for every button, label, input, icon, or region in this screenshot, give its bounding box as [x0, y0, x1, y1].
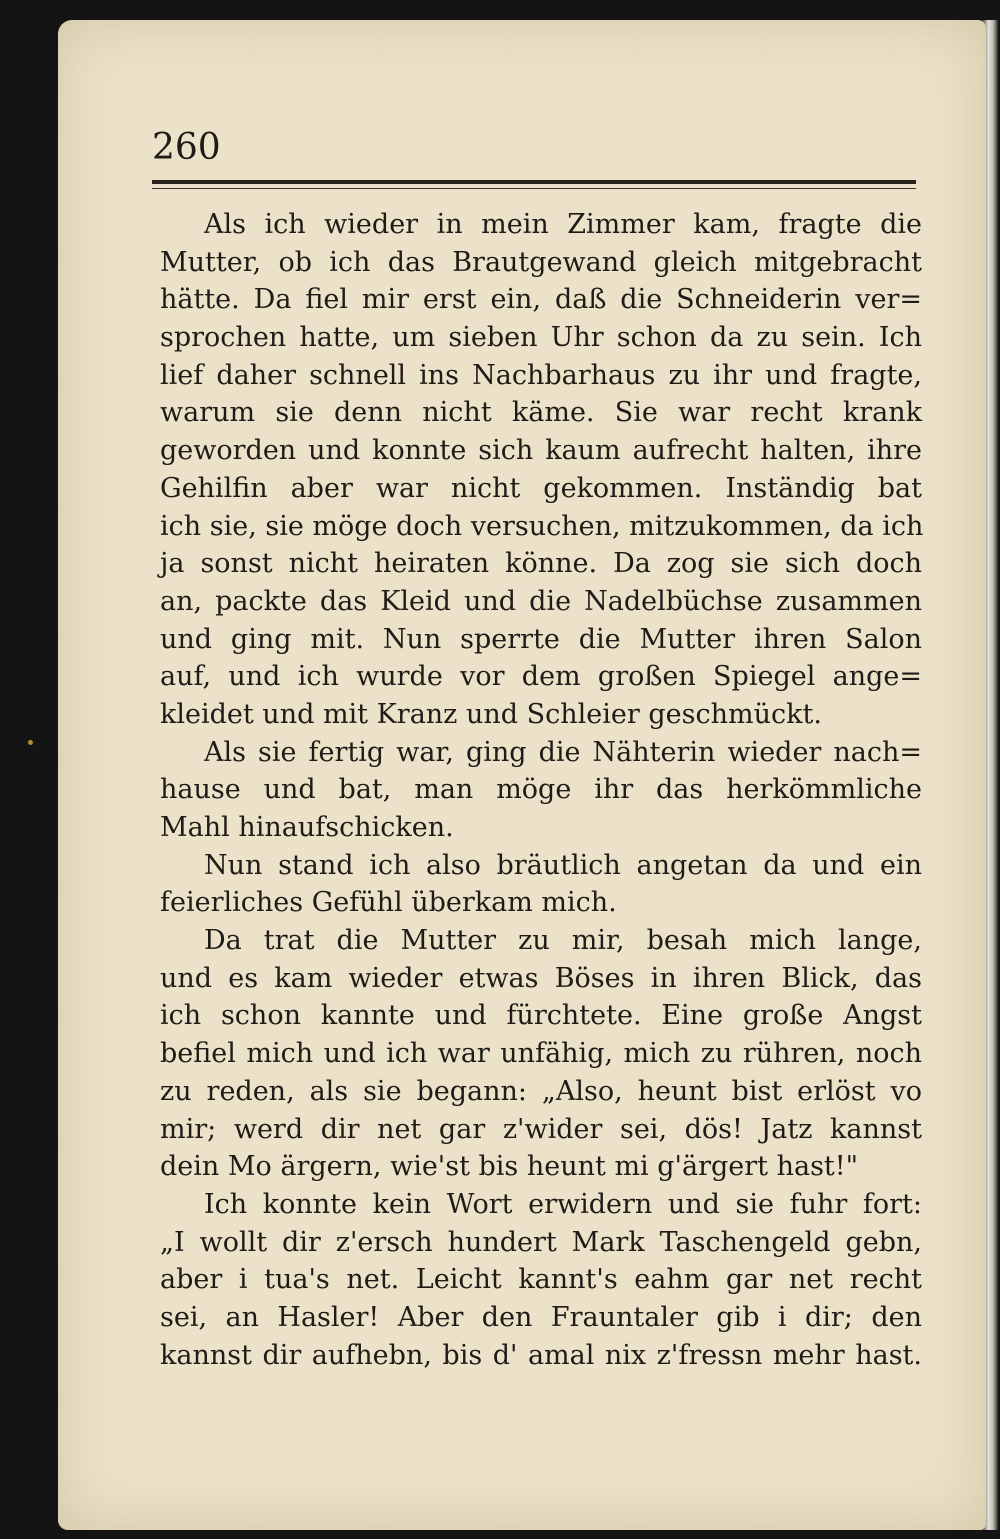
- text-line: auf, und ich wurde vor dem großen Spiegel ange=: [160, 661, 922, 693]
- text-line: hause und bat, man möge ihr das herkömmliche: [160, 774, 922, 806]
- text-line: Gehilfin aber war nicht gekommen. Inständig bat: [160, 472, 922, 504]
- text-line: Nun stand ich also bräutlich angetan da und ein: [204, 849, 922, 881]
- text-line: Als sie fertig war, ging die Nähterin wieder nach=: [204, 736, 922, 768]
- header-rule-thick: [152, 180, 916, 184]
- text-line: Als ich wieder in mein Zimmer kam, fragte die: [204, 209, 922, 240]
- text-line: befiel mich und ich war unfähig, mich zu rühren, noch: [160, 1038, 922, 1070]
- text-line: geworden und konnte sich kaum aufrecht halten, ihre: [160, 435, 922, 467]
- text-line: Da trat die Mutter zu mir, besah mich lange,: [204, 925, 922, 957]
- text-line: warum sie denn nicht käme. Sie war recht krank: [160, 397, 922, 429]
- text-line: kannst dir aufhebn, bis d' amal nix z'fressn mehr hast.: [160, 1339, 922, 1371]
- text-line: kleidet und mit Kranz und Schleier geschmückt.: [160, 698, 822, 730]
- text-line: ja sonst nicht heiraten könne. Da zog sie sich doch: [160, 548, 922, 580]
- page-blemish: [28, 740, 33, 745]
- text-line: sprochen hatte, um sieben Uhr schon da zu sein. Ich: [160, 322, 922, 354]
- text-line: mir; werd dir net gar z'wider sei, dös! Jatz kannst: [160, 1113, 922, 1145]
- text-line: Ich konnte kein Wort erwidern und sie fuhr fort:: [204, 1188, 922, 1220]
- page-number: 260: [152, 127, 221, 168]
- text-line: aber i tua's net. Leicht kannt's eahm gar net recht: [160, 1264, 922, 1296]
- text-line: sei, an Hasler! Aber den Frauntaler gib i dir; den: [160, 1301, 922, 1333]
- text-line: und es kam wieder etwas Böses in ihren Blick, das: [160, 962, 922, 994]
- text-line: dein Mo ärgern, wie'st bis heunt mi g'ärgert hast!": [160, 1151, 859, 1183]
- text-line: feierliches Gefühl überkam mich.: [160, 887, 617, 919]
- text-line: lief daher schnell ins Nachbarhaus zu ihr und fragte,: [160, 359, 922, 391]
- text-line: zu reden, als sie begann: „Also, heunt bist erlöst vo: [160, 1075, 922, 1107]
- text-line: und ging mit. Nun sperrte die Mutter ihren Salon: [160, 623, 922, 655]
- text-line: „I wollt dir z'ersch hundert Mark Taschengeld gebn,: [160, 1226, 922, 1258]
- text-line: ich schon kannte und fürchtete. Eine große Angst: [160, 1000, 922, 1032]
- body-text: [160, 206, 922, 1374]
- text-line: an, packte das Kleid und die Nadelbüchse zusammen: [160, 585, 922, 617]
- text-line: Mahl hinaufschicken.: [160, 812, 454, 843]
- text-line: Mutter, ob ich das Brautgewand gleich mitgebracht: [160, 246, 922, 278]
- text-line: hätte. Da fiel mir erst ein, daß die Schneiderin ver=: [160, 284, 922, 316]
- text-line: ich sie, sie möge doch versuchen, mitzukommen, da ich: [160, 510, 924, 542]
- header-rule-thin: [152, 188, 916, 189]
